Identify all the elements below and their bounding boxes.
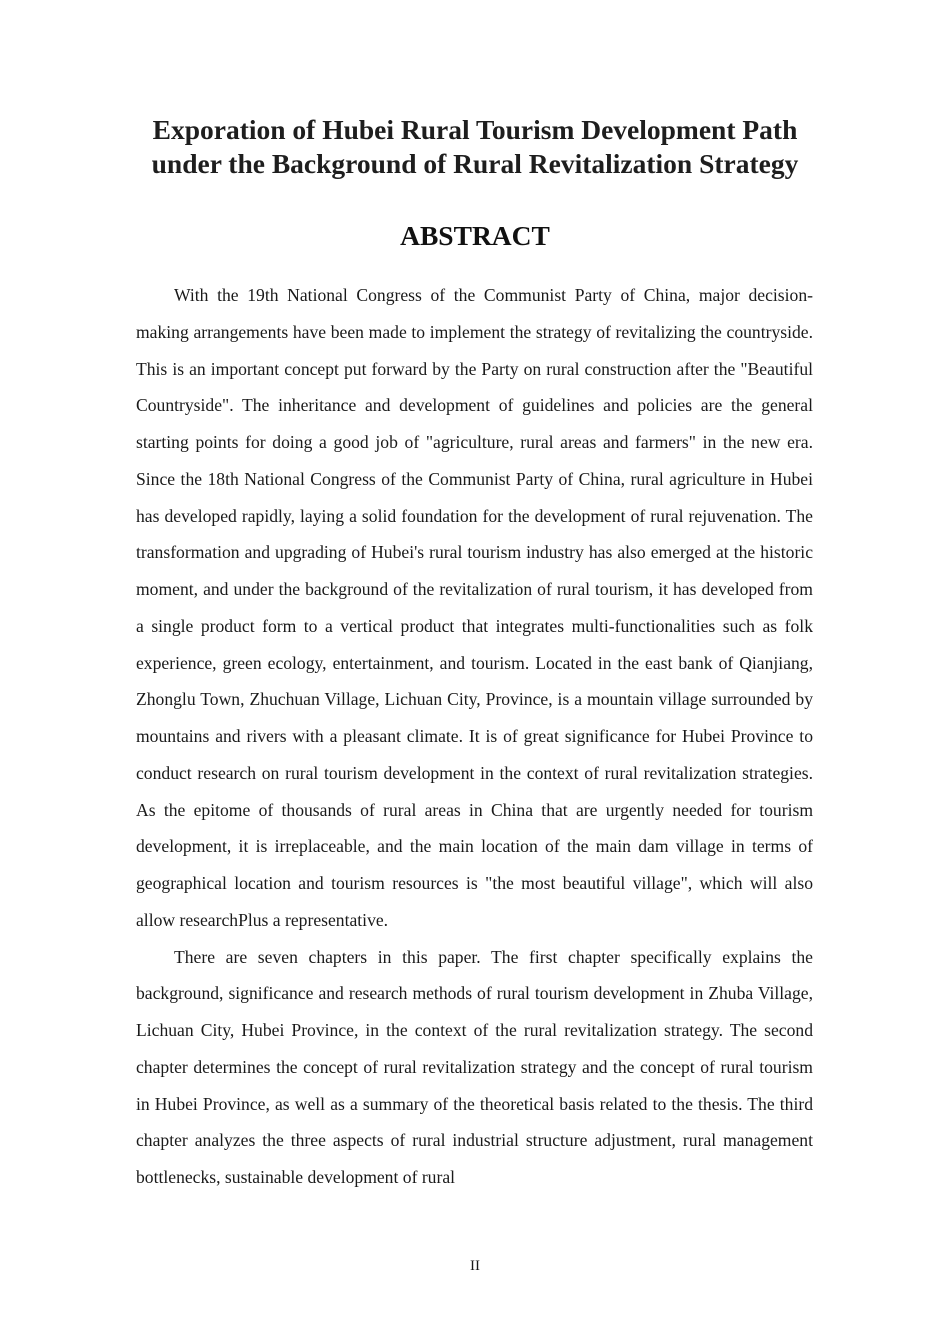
- abstract-heading: ABSTRACT: [400, 220, 550, 251]
- paper-title-line-1: Exporation of Hubei Rural Tourism Development Path: [152, 114, 798, 145]
- abstract-paragraph-1: With the 19th National Congress of the Communist Party of China, major decision-making arrangements have been made to implement the strategy of revitalizing the countryside. This is an important concept put forward by the Party on rural construction after the "Beautiful Countryside". The inheritance and development of guidelines and policies are the general starting points for doing a good job of "agriculture, rural areas and farmers" in the new era. Since the 18th National Congress of the Communist Party of China, rural agriculture in Hubei has developed rapidly, laying a solid foundation for the development of rural rejuvenation. The transformation and upgrading of Hubei's rural tourism industry has also emerged at the historic moment, and under the background of the revitalization of rural tourism, it has developed from a single product form to a vertical product that integrates multi-functionalities such as folk experience, green ecology, entertainment, and tourism. Located in the east bank of Qianjiang, Zhonglu Town, Zhuchuan Village, Lichuan City, Province, is a mountain village surrounded by mountains and rivers with a pleasant climate. It is of great significance for Hubei Province to conduct research on rural tourism development in the context of rural revitalization strategies. As the epitome of thousands of rural areas in China that are urgently needed for tourism development, it is irreplaceable, and the main location of the main dam village in terms of geographical location and tourism resources is "the most beautiful village", which will also allow researchPlus a representative.: [136, 285, 813, 930]
- abstract-body: [136, 277, 813, 1196]
- paper-title-line-2: under the Background of Rural Revitalization Strategy: [151, 148, 799, 179]
- paper-title: [100, 113, 850, 181]
- abstract-paragraph-2: There are seven chapters in this paper. The first chapter specifically explains the background, significance and research methods of rural tourism development in Zhuba Village, Lichuan City, Hubei Province, in the context of the rural revitalization strategy. The second chapter determines the concept of rural revitalization strategy and the concept of rural tourism in Hubei Province, as well as a summary of the theoretical basis related to the thesis. The third chapter analyzes the three aspects of rural industrial structure adjustment, rural management bottlenecks, sustainable development of rural: [136, 946, 813, 1187]
- page-number: II: [470, 1258, 480, 1274]
